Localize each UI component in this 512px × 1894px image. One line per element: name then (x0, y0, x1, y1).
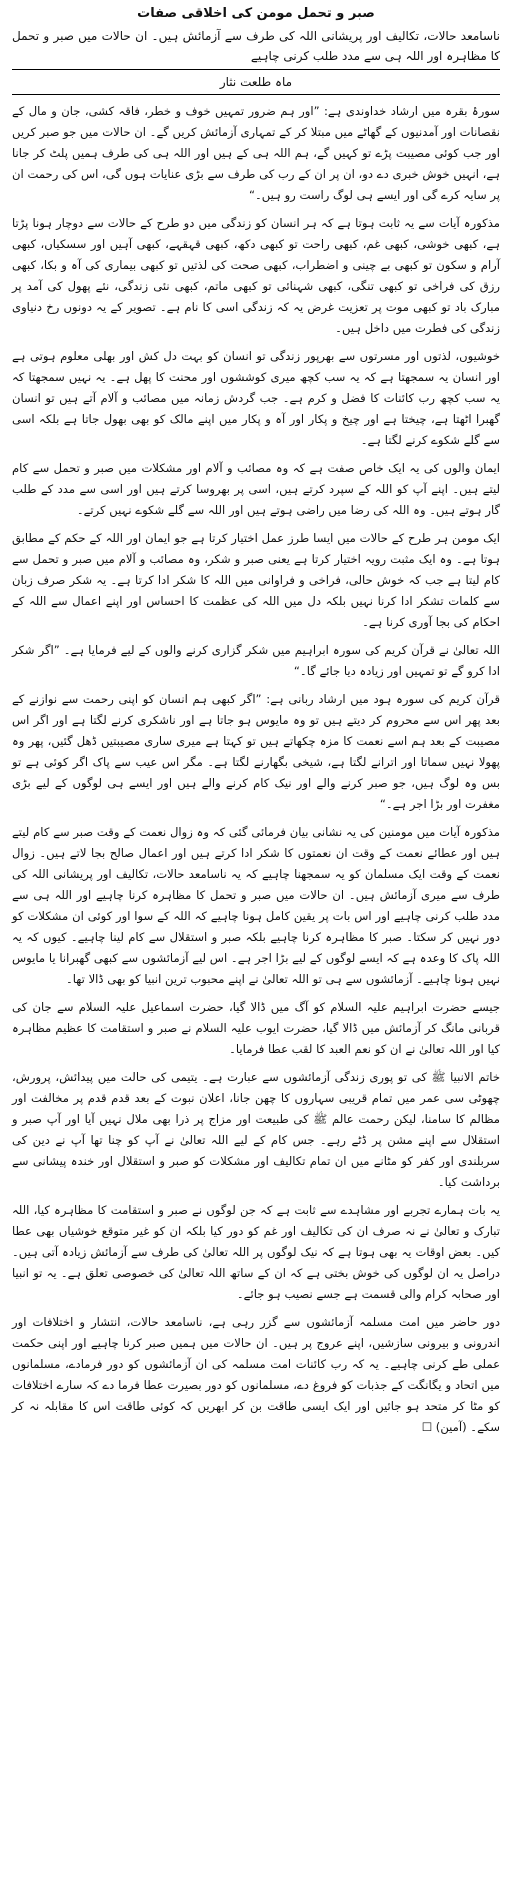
paragraph: قرآن کریم کی سورہ ہود میں ارشاد ربانی ہے: ”اگر کبھی ہم انسان کو اپنی رحمت سے نوازنے کے بعد پھر اس سے محروم کر دیتے ہیں تو وہ مایوس ہو جاتا ہے اور ناشکری کرنے لگتا ہے اور اگر اس مصیبت کے بعد ہم اسے نعمت کا مزہ چکھاتے ہیں تو کہتا ہے میری ساری مصیبتیں ڈھل گئیں، پھر وہ پھولا نہیں سماتا اور اترانے لگتا ہے، شیخی بگھارنے لگتا ہے۔ مگر اس عیب سے پاک اگر کوئی ہے تو بس وہ لوگ ہیں، جو صبر کرنے والے اور نیک کام کرنے والے ہیں اور ایسے ہی لوگوں کے لیے بڑی مغفرت اور بڑا اجر ہے۔“ (12, 692, 500, 811)
paragraph: ایک مومن ہر طرح کے حالات میں ایسا طرز عمل اختیار کرتا ہے جو ایمان اور اللہ کے حکم کے مطابق ہوتا ہے۔ وہ ایک مثبت رویہ اختیار کرتا ہے یعنی صبر و شکر، وہ مصائب و آلام میں صبر و تحمل سے کام لیتا ہے جب کہ خوش حالی، فراخی و فراوانی میں اللہ کا شکر ادا کرتا ہے۔ یہ شکر صرف زبان سے کلمات تشکر ادا کرنا نہیں بلکہ دل میں اللہ کی عظمت کا احساس اور اپنے اعمال سے اللہ کے احکام کی بجا آوری کرنا ہے۔ (12, 531, 500, 629)
divider-bottom (12, 94, 500, 95)
paragraph: مذکورہ آیات سے یہ ثابت ہوتا ہے کہ ہر انسان کو زندگی میں دو طرح کے حالات سے دوچار ہونا پڑتا ہے، کبھی خوشی، کبھی غم، کبھی راحت تو کبھی دکھ، کبھی قہقہے، کبھی آہیں اور سسکیاں، کبھی آرام و سکون تو کبھی بے چینی و اضطراب، کبھی صحت کی لذتیں تو کبھی بیماری کی آہ و بکا، کبھی رزق کی فراخی تو کبھی تنگی، کبھی شہنائی تو کبھی ماتم، کبھی نئی زندگی، نئے پھول کی آمد پر مبارک باد تو کبھی موت پر تعزیت غرض یہ کہ زندگی اسی کا نام ہے۔ تصویر کے یہ دونوں رخ دنیاوی زندگی کی فطرت میں داخل ہیں۔ (12, 216, 500, 335)
paragraph: مذکورہ آیات میں مومنین کی یہ نشانی بیان فرمائی گئی کہ وہ زوال نعمت کے وقت صبر سے کام لیتے ہیں اور عطائے نعمت کے وقت ان نعمتوں کا شکر ادا کرتے ہیں اور اعمال صالح بجا لاتے ہیں۔ زوال نعمت کے وقت ایک مسلمان کو یہ سمجھنا چاہیے کہ یہ ناسامعد حالات، تکالیف اور پریشانی اللہ کی طرف سے میری آزمائش ہیں۔ ان حالات میں صبر و تحمل کا مظاہرہ کرنا چاہیے اور اللہ ہی سے مدد طلب کرنی چاہیے اور اس بات پر یقین کامل ہونا چاہیے کہ اللہ کے سوا اور کوئی ان مشکلات کو دور نہیں کر سکتا۔ صبر کا مظاہرہ کرنا چاہیے بلکہ صبر و استقلال سے کام لینا چاہیے۔ کیوں کہ یہ اللہ پاک کا وعدہ ہے کہ ایسے لوگوں کے لیے بڑا اجر ہے۔ اس لیے آزمائشوں سے کبھی گھبرانا یا مایوس نہیں ہونا چاہیے۔ آزمائشوں سے ہی تو اللہ تعالیٰ نے اپنے محبوب ترین انبیا کو بھی ڈالا تھا۔ (12, 825, 500, 986)
paragraph: ایمان والوں کی یہ ایک خاص صفت ہے کہ وہ مصائب و آلام اور مشکلات میں صبر و تحمل سے کام لیتے ہیں۔ اپنے آپ کو اللہ کے سپرد کرتے ہیں، اسی پر بھروسا کرتے ہیں اور اسی سے مدد کے طلب گار ہوتے ہیں۔ وہ اللہ کی رضا میں راضی ہوتے ہیں اور اللہ سے گلے شکوے نہیں کرتے۔ (12, 461, 500, 517)
divider-top (12, 69, 500, 70)
article-subtitle: ناسامعد حالات، تکالیف اور پریشانی اللہ کی طرف سے آزمائش ہیں۔ ان حالات میں صبر و تحمل کا مظاہرہ اور اللہ ہی سے مدد طلب کرنی چاہیے (12, 29, 500, 63)
article-title: صبر و تحمل مومن کی اخلاقی صفات (137, 6, 375, 21)
author-byline: ماہ طلعت نثار (219, 75, 293, 89)
paragraph: خاتم الانبیا ﷺ کی تو پوری زندگی آزمائشوں سے عبارت ہے۔ یتیمی کی حالت میں پیدائش، پرورش، چھوٹی سی عمر میں تمام قریبی سہاروں کا چھن جانا، اعلان نبوت کے بعد قدم قدم پر مخالفت اور مظالم کا سامنا، لیکن رحمت عالم ﷺ کی طبیعت اور مزاج پر ذرا بھی ملال نہیں آیا اور آپ صبر و استقلال سے اپنے مشن پر ڈٹے رہے۔ جس کام کے لیے اللہ تعالیٰ نے آپ کو چنا تھا آپ نے دین کی سربلندی اور کفر کو مٹانے میں ان تمام تکالیف اور مشکلات کو صبر و استقلال اور خندہ پیشانی سے برداشت کیا۔ (12, 1070, 500, 1189)
paragraph: یہ بات ہمارے تجربے اور مشاہدے سے ثابت ہے کہ جن لوگوں نے صبر و استقامت کا مظاہرہ کیا، اللہ تبارک و تعالیٰ نے نہ صرف ان کی تکالیف اور غم کو دور کیا بلکہ ان کو غیر متوقع خوشیاں بھی عطا کیں۔ بعض اوقات یہ بھی ہوتا ہے کہ نیک لوگوں پر اللہ تعالیٰ کی طرف سے آزمائش زیادہ آتی ہیں۔ دراصل یہ ان لوگوں کی خوش بختی ہے کہ ان کے ساتھ اللہ تعالیٰ کی خصوصی تعلق ہے۔ یہ تو انبیا اور صحابہ کرام والی قسمت ہے جسے نصیب ہو جائے۔ (12, 1203, 500, 1301)
paragraph: دور حاضر میں امت مسلمہ آزمائشوں سے گزر رہی ہے، ناسامعد حالات، انتشار و اختلافات اور اندرونی و بیرونی سازشیں، اپنے عروج پر ہیں۔ ان حالات میں ہمیں صبر کرنا چاہیے اور اپنی حکمت عملی طے کرنی چاہیے۔ یہ کہ رب کائنات امت مسلمہ کی ان آزمائشوں کو دور فرمادے، مسلمانوں میں اتحاد و یگانگت کے جذبات کو فروغ دے، مسلمانوں کو دور بصیرت عطا فرما دے کہ سارے اختلافات کو مٹا کر متحد ہو جائیں اور ایک ایسی طاقت بن کر ابھریں کہ کوئی طاقت اس کا مقابلہ نہ کر سکے۔ (آمین) ☐ (12, 1315, 500, 1434)
paragraph: جیسے حضرت ابراہیم علیہ السلام کو آگ میں ڈالا گیا، حضرت اسماعیل علیہ السلام سے جان کی قربانی مانگ کر آزمائش میں ڈالا گیا، حضرت ایوب علیہ السلام نے صبر و استقامت کا عظیم مظاہرہ کیا اور اللہ تعالیٰ نے ان کو نعم العبد کا لقب عطا فرمایا۔ (12, 1000, 500, 1056)
paragraph: خوشیوں، لذتوں اور مسرتوں سے بھرپور زندگی تو انسان کو بہت دل کش اور بھلی معلوم ہوتی ہے اور انسان یہ سمجھتا ہے کہ یہ سب کچھ میری کوششوں اور محنت کا پھل ہے۔ یہ نہیں سمجھتا کہ یہ سب کچھ رب کائنات کا فضل و کرم ہے۔ جب گردش زمانہ میں مصائب و آلام آتے ہیں تو انسان گھبرا اٹھتا ہے، چیختا ہے اور چیخ و پکار اور آہ و پکار میں اپنے مالک کو بھی بھول جاتا ہے بلکہ اسی سے گلے شکوے کرنے لگتا ہے۔ (12, 349, 500, 447)
paragraph: اللہ تعالیٰ نے قرآن کریم کی سورہ ابراہیم میں شکر گزاری کرنے والوں کے لیے فرمایا ہے۔ ”اگر شکر ادا کرو گے تو تمہیں اور زیادہ دیا جائے گا۔“ (12, 643, 500, 678)
article-body (12, 101, 500, 1438)
paragraph: سورۂ بقرہ میں ارشاد خداوندی ہے: ”اور ہم ضرور تمہیں خوف و خطر، فاقہ کشی، جان و مال کے نقصانات اور آمدنیوں کے گھاٹے میں مبتلا کر کے تمہاری آزمائش کریں گے۔ ان حالات میں جو صبر کریں اور جب کوئی مصیبت پڑے تو کہیں گے، ہم اللہ ہی کے ہیں اور اللہ ہی کی طرف ہمیں پلٹ کر جانا ہے، انہیں خوش خبری دے دو، ان پر ان کے رب کی طرف سے بڑی عنایات ہوں گی، اس کی رحمت ان پر سایہ کرے گی اور ایسے ہی لوگ راست رو ہیں۔“ (12, 104, 500, 202)
